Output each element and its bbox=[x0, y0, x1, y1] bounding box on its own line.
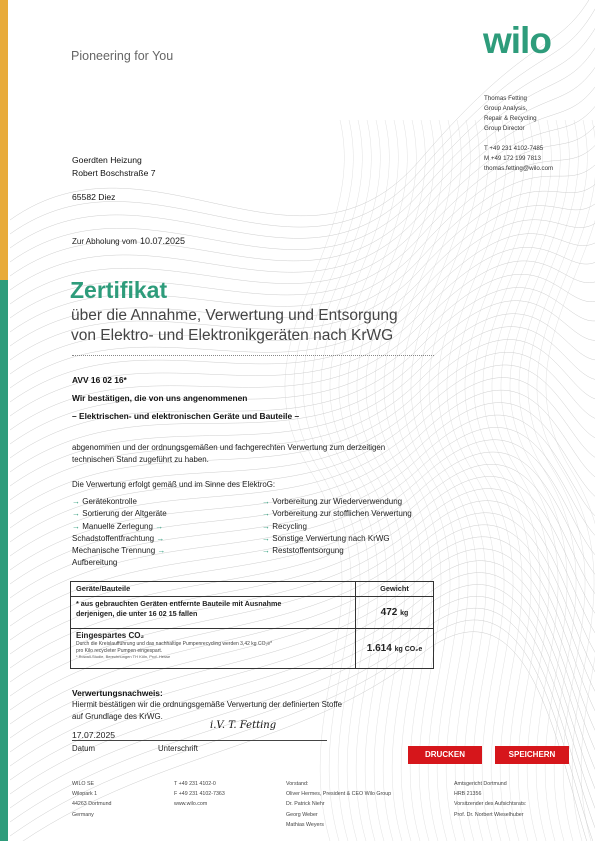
weight-unit: kg bbox=[400, 610, 409, 617]
pickup-line bbox=[72, 236, 185, 246]
process-item: → Vorbereitung zur stofflichen Verwertung bbox=[262, 509, 412, 519]
confirm-line: Wir bestätigen, die von uns angenommenen bbox=[72, 393, 248, 403]
tagline: Pioneering for You bbox=[71, 49, 174, 63]
contact-role: Group Analysis, bbox=[484, 105, 528, 112]
certificate-subtitle: über die Annahme, Verwertung und Entsorgung bbox=[71, 307, 398, 324]
process-item: Mechanische Trennung → bbox=[72, 546, 166, 556]
proof-text: Hiermit bestätigen wir die ordnungsgemäße Verwertung der definierten Stoffe auf Grundlage des KrWG. bbox=[72, 700, 343, 721]
arrow-icon: → bbox=[262, 521, 270, 531]
table-cell: * aus gebrauchten Geräten entfernte Bauteile mit Ausnahme derjenigen, die unter 16 02 15 fallen bbox=[71, 597, 356, 629]
arrow-icon: → bbox=[262, 533, 270, 543]
process-list-right bbox=[262, 496, 412, 557]
arrow-icon: → bbox=[157, 546, 166, 556]
footer-board: Vorstand: Oliver Hermes, President & CEO Wilo Group Dr. Patrick Niehr Georg Weber Mathias Weyers bbox=[286, 781, 392, 828]
process-item: Aufbereitung bbox=[72, 558, 118, 568]
signature: i.V. T. Fetting bbox=[210, 720, 277, 731]
signature-line bbox=[72, 740, 327, 741]
recipient-company: Goerdten Heizung bbox=[72, 155, 142, 165]
devices-line: – Elektrischen- und elektronischen Geräte und Bauteile – bbox=[72, 411, 300, 421]
certificate-subtitle: von Elektro- und Elektronikgeräten nach KrWG bbox=[71, 327, 394, 344]
print-button[interactable]: DRUCKEN bbox=[408, 746, 482, 764]
dotted-divider bbox=[72, 355, 434, 356]
arrow-icon: → bbox=[262, 509, 270, 519]
process-item: → Vorbereitung zur Wiederverwendung bbox=[262, 497, 403, 506]
contact-phone: T +49 231 4102-7485 bbox=[484, 145, 544, 152]
contact-role: Repair & Recycling bbox=[484, 115, 537, 122]
table-row bbox=[71, 629, 434, 669]
arrow-icon: → bbox=[262, 546, 270, 556]
arrow-icon: → bbox=[262, 497, 270, 506]
processing-intro: Die Verwertung erfolgt gemäß und im Sinne des ElektroG: bbox=[72, 480, 276, 489]
recipient-city: 65582 Diez bbox=[72, 192, 116, 202]
avv-code: AVV 16 02 16* bbox=[72, 375, 127, 385]
items-table bbox=[70, 581, 434, 669]
co2-title: Eingespartes CO₂ bbox=[76, 631, 145, 640]
recipient-street: Robert Boschstraße 7 bbox=[72, 168, 156, 178]
certificate-title: Zertifikat bbox=[70, 277, 168, 303]
column-header: Gewicht bbox=[356, 582, 434, 597]
proof-heading: Verwertungsnachweis: bbox=[72, 688, 163, 698]
contact-mobile: M +49 172 199 7813 bbox=[484, 155, 541, 162]
process-item: → Manuelle Zerlegung → bbox=[72, 521, 164, 531]
pickup-label: Zur Abholung vom bbox=[72, 237, 137, 246]
signature-label: Unterschrift bbox=[158, 744, 198, 753]
arrow-icon: → bbox=[155, 521, 164, 531]
table-cell: Eingespartes CO₂ Durch die Kreislaufführung und das nachhaltige Pumpenrecycling werden 3,42 kg CO₂e* pro Kilo recycleter Pumpen eingespart. * Rowall-Studie, Berechnungen TH Köln, Prof. Hesse bbox=[71, 629, 356, 669]
process-list-left bbox=[72, 496, 167, 570]
arrow-icon: → bbox=[72, 497, 80, 506]
co2-value: 1.614 bbox=[366, 643, 392, 654]
save-button[interactable]: SPEICHERN bbox=[495, 746, 569, 764]
process-item: → Reststoffentsorgung bbox=[262, 546, 344, 556]
footer-registry: Amtsgericht Dortmund HRB 21356 Vorsitzender des Aufsichtsrats: Prof. Dr. Norbert Wieselhuber bbox=[454, 781, 527, 818]
contact-name: Thomas Fetting bbox=[484, 95, 527, 102]
arrow-icon: → bbox=[72, 521, 80, 531]
contact-email: thomas.fetting@wilo.com bbox=[484, 165, 554, 172]
process-item: Schadstoffentfrachtung → bbox=[72, 533, 165, 543]
arrow-icon: → bbox=[156, 533, 165, 543]
contact-role: Group Director bbox=[484, 125, 525, 132]
process-item: → Sortierung der Altgeräte bbox=[72, 509, 167, 519]
footer-company: WILO SE Wilopark 1 44263 Dortmund Germany bbox=[72, 781, 112, 818]
pickup-date: 10.07.2025 bbox=[139, 236, 185, 246]
column-header: Geräte/Bauteile bbox=[71, 582, 356, 597]
process-item: → Gerätekontrolle bbox=[72, 497, 137, 506]
footer-phone: T +49 231 4102-0 F +49 231 4102-7363 www.wilo.com bbox=[174, 781, 225, 808]
co2-cell bbox=[356, 629, 434, 669]
date-label: Datum bbox=[72, 744, 95, 753]
contact-block bbox=[484, 94, 553, 174]
wilo-logo: wilo bbox=[483, 20, 551, 61]
process-item: → Recycling bbox=[262, 521, 307, 531]
arrow-icon: → bbox=[72, 509, 80, 519]
signature-date: 17.07.2025 bbox=[72, 730, 116, 740]
co2-unit: kg CO₂e bbox=[394, 646, 423, 653]
weight-cell bbox=[356, 597, 434, 629]
process-item: → Sonstige Verwertung nach KrWG bbox=[262, 533, 390, 543]
table-row bbox=[71, 597, 434, 629]
intro-text: abgenommen und der ordnungsgemäßen und fachgerechten Verwertung zum derzeitigen technischen Stand zugeführt zu haben. bbox=[72, 443, 386, 464]
weight-value: 472 bbox=[380, 607, 398, 618]
table-header-row bbox=[71, 582, 434, 597]
